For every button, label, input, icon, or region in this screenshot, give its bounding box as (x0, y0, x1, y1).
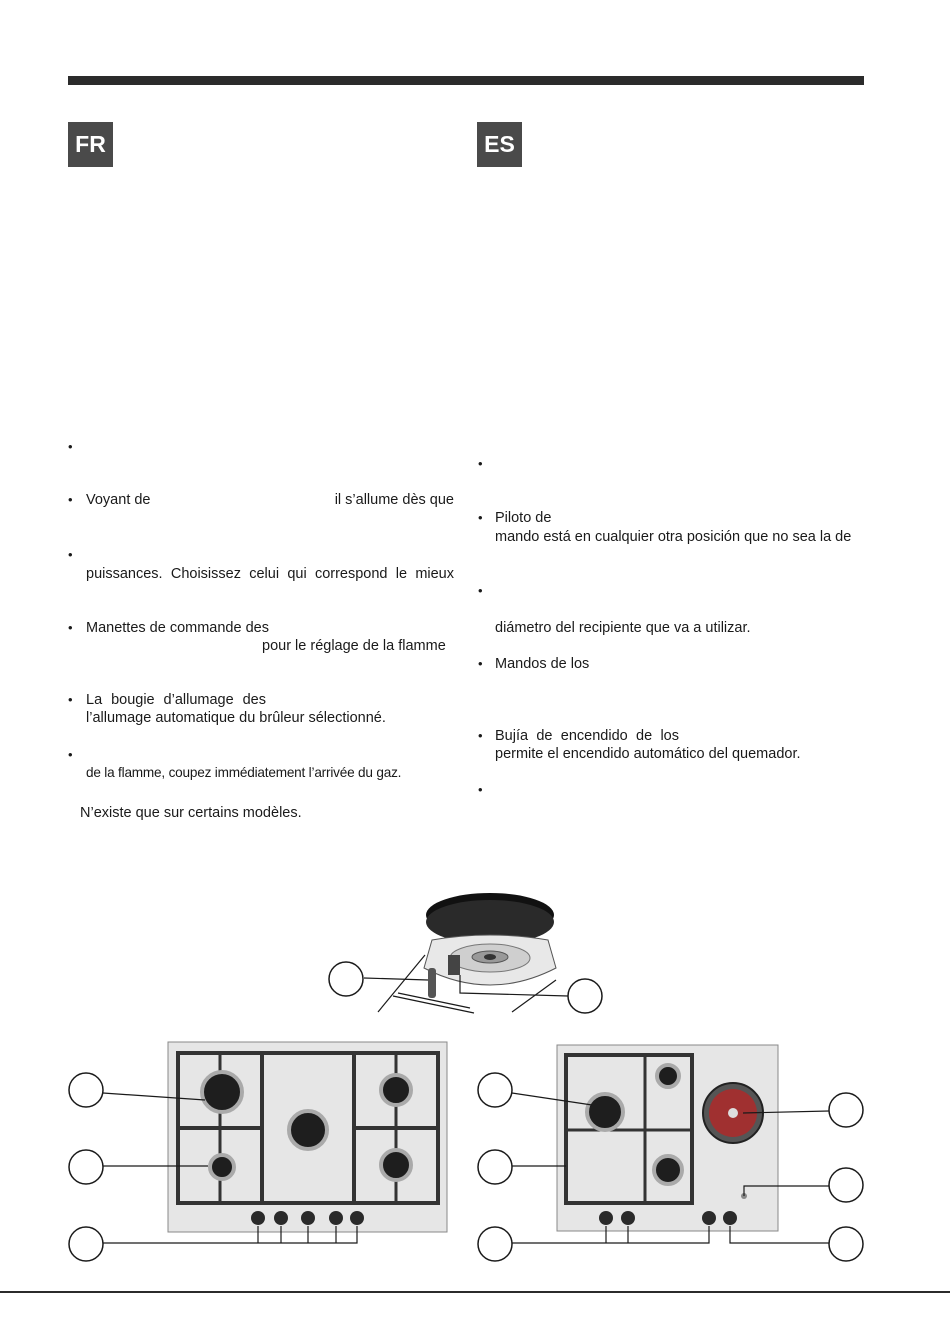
es-bullet-2: • (478, 510, 483, 525)
fr-bullet-5: • (68, 692, 73, 707)
burner-detail-figure (329, 893, 602, 1013)
es-item-5-line1: Bujía de encendido de los (495, 728, 679, 744)
burner-wok (289, 1111, 327, 1149)
fr-bullet-2: • (68, 492, 73, 507)
top-rule (68, 76, 864, 85)
knob (599, 1211, 613, 1225)
left-hob-figure (69, 1042, 447, 1261)
burner-medium-2 (381, 1150, 411, 1180)
fr-bullet-3: • (68, 547, 73, 562)
fr-item-5-line1: La bougie d’allumage des (86, 692, 266, 708)
burner-large-right (587, 1094, 623, 1130)
hob-diagrams (0, 880, 950, 1280)
callout-electric-knob (829, 1227, 863, 1261)
callout-indicator-light (829, 1168, 863, 1202)
callout-safety-device (568, 979, 602, 1013)
es-bullet-4: • (478, 656, 483, 671)
knob (251, 1211, 265, 1225)
es-item-4-line1: Mandos de los (495, 656, 590, 672)
thermocouple (448, 955, 460, 975)
es-bullet-3: • (478, 583, 483, 598)
es-bullet-5: • (478, 728, 483, 743)
es-bullet-1: • (478, 456, 483, 471)
fr-item-6-line2: de la flamme, coupez immédiatement l’arrivée du gaz. (86, 765, 402, 780)
right-hob-figure (478, 1045, 863, 1261)
lang-badge-fr: FR (68, 122, 113, 167)
knob (702, 1211, 716, 1225)
lang-badge-es: ES (477, 122, 522, 167)
fr-item-2-line1: Voyant de il s’allume dès que (86, 492, 454, 508)
knob (723, 1211, 737, 1225)
fr-bullet-1: • (68, 439, 73, 454)
knob (350, 1211, 364, 1225)
fr-item-4-line1: Manettes de commande des (86, 620, 269, 636)
knob (329, 1211, 343, 1225)
burner-small (210, 1155, 234, 1179)
knob (621, 1211, 635, 1225)
callout-left-grid (69, 1073, 103, 1107)
callout-left-burner (69, 1150, 103, 1184)
es-item-3-line3: diámetro del recipiente que va a utilizar. (495, 620, 751, 636)
burner-large (202, 1072, 242, 1112)
knob (301, 1211, 315, 1225)
callout-right-burner (478, 1150, 512, 1184)
fr-footnote: N’existe que sur certains modèles. (80, 805, 302, 821)
fr-item-5-line2: l’allumage automatique du brûleur sélectionné. (86, 710, 386, 726)
knob (274, 1211, 288, 1225)
es-item-2-line2: mando está en cualquier otra posición que no sea la de (495, 529, 852, 545)
burner-medium-right (654, 1156, 682, 1184)
es-bullet-6: • (478, 782, 483, 797)
callout-ignition-plug (329, 962, 363, 996)
bottom-rule (0, 1291, 950, 1293)
callout-right-grid (478, 1073, 512, 1107)
fr-bullet-4: • (68, 620, 73, 635)
callout-electric-plate (829, 1093, 863, 1127)
es-item-2-line1: Piloto de (495, 510, 552, 526)
es-item-5-line2: permite el encendido automático del quemador. (495, 746, 801, 762)
callout-right-knobs (478, 1227, 512, 1261)
fr-item-3-line2: puissances. Choisissez celui qui correspond le mieux (86, 566, 454, 582)
fr-bullet-6: • (68, 747, 73, 762)
fr-item-4-line2: pour le réglage de la flamme (262, 638, 446, 654)
burner-medium (381, 1075, 411, 1105)
burner-small-right (657, 1065, 679, 1087)
callout-left-knobs (69, 1227, 103, 1261)
ignition-plug (428, 968, 436, 998)
